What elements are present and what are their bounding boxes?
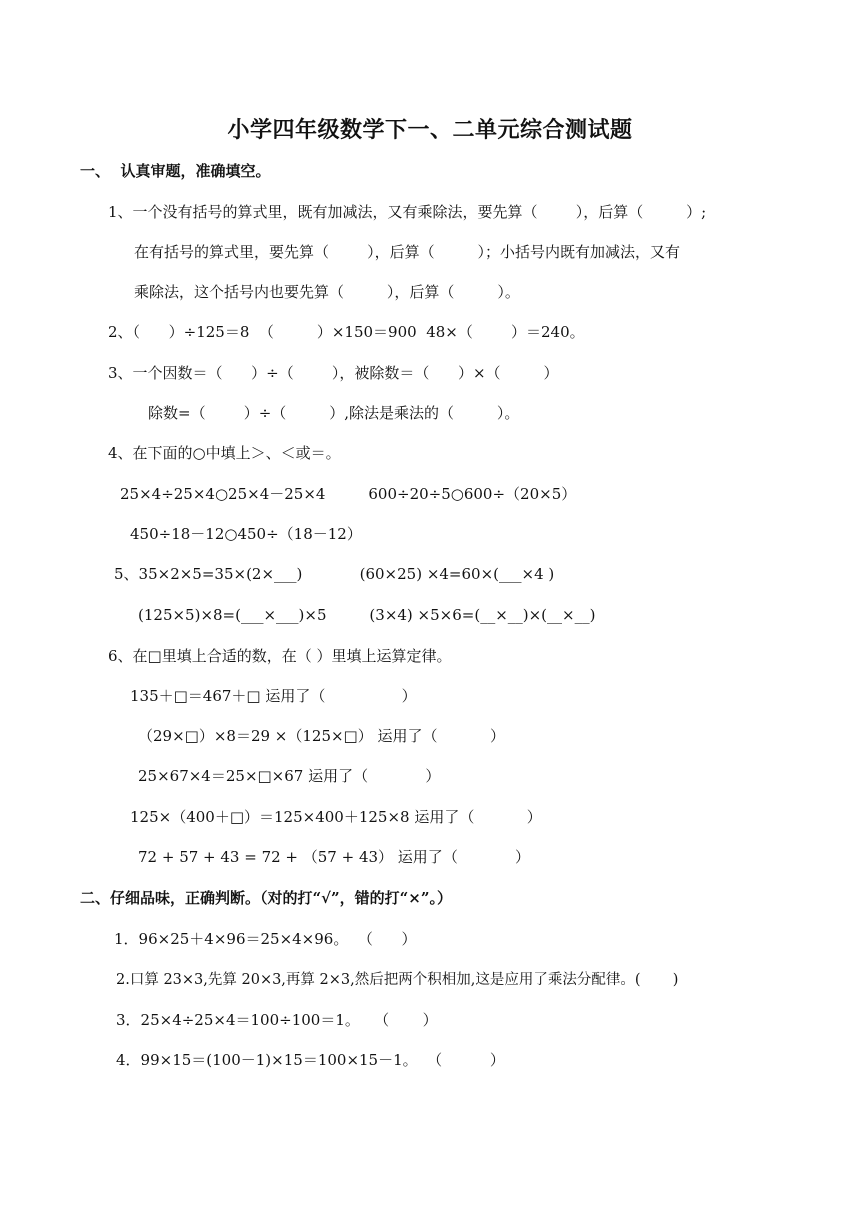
judgement-item-1: 1．96×25＋4×96＝25×4×96。 （ ）: [114, 930, 417, 948]
section-2-heading: 二、仔细品味，正确判断。（对的打“√”，错的打“×”。）: [80, 889, 452, 907]
question-1-line-1: 1、一个没有括号的算式里，既有加减法，又有乘除法，要先算（ ），后算（ ）;: [108, 203, 707, 221]
question-5-line-2: (125×5)×8=(___×___)×5 (3×4) ×5×6=(__×__)×(__×__): [138, 606, 596, 624]
judgement-item-2: 2.口算 23×3,先算 20×3,再算 2×3,然后把两个积相加,这是应用了乘法分配律。( ): [116, 972, 679, 988]
question-6-line-2: 135＋□＝467＋□ 运用了（ ）: [130, 687, 417, 705]
question-6-line-1: 6、在□里填上合适的数，在（ ）里填上运算定律。: [108, 647, 452, 665]
question-3-line-2: 除数=（ ）÷（ ）,除法是乘法的（ ）。: [148, 404, 520, 422]
question-6-line-5: 125×（400＋□）＝125×400＋125×8 运用了（ ）: [130, 808, 542, 826]
question-4-line-2: 25×4÷25×4○25×4－25×4 600÷20÷5○600÷（20×5）: [120, 485, 577, 503]
judgement-item-4: 4．99×15＝(100－1)×15＝100×15－1。 （ ）: [116, 1051, 505, 1069]
page-title: 小学四年级数学下一、二单元综合测试题: [227, 117, 633, 143]
question-4-line-1: 4、在下面的○中填上＞、＜或＝。: [108, 444, 341, 462]
question-1-line-3: 乘除法，这个括号内也要先算（ ），后算（ ）。: [134, 283, 520, 301]
question-3-line-1: 3、一个因数＝（ ）÷（ ），被除数＝（ ）×（ ）: [108, 364, 559, 382]
question-5-line-1: 5、35×2×5=35×(2×___) (60×25) ×4=60×(___×4 ): [114, 565, 555, 583]
question-6-line-3: （29×□）×8＝29 ×（125×□） 运用了（ ）: [138, 727, 505, 745]
question-1-line-2: 在有括号的算式里，要先算（ ），后算（ ）；小括号内既有加减法，又有: [134, 243, 681, 261]
question-6-line-4: 25×67×4＝25×□×67 运用了（ ）: [138, 767, 441, 785]
question-2: 2、（ ）÷125＝8 （ ）×150＝900 48×（ ）＝240。: [108, 323, 585, 341]
section-1-heading: 一、 认真审题，准确填空。: [80, 162, 271, 180]
judgement-item-3: 3．25×4÷25×4＝100÷100＝1。 （ ）: [116, 1011, 438, 1029]
question-4-line-3: 450÷18－12○450÷（18－12）: [130, 525, 362, 543]
question-6-line-6: 72 + 57 + 43 = 72 + （57 + 43） 运用了（ ）: [138, 848, 531, 866]
